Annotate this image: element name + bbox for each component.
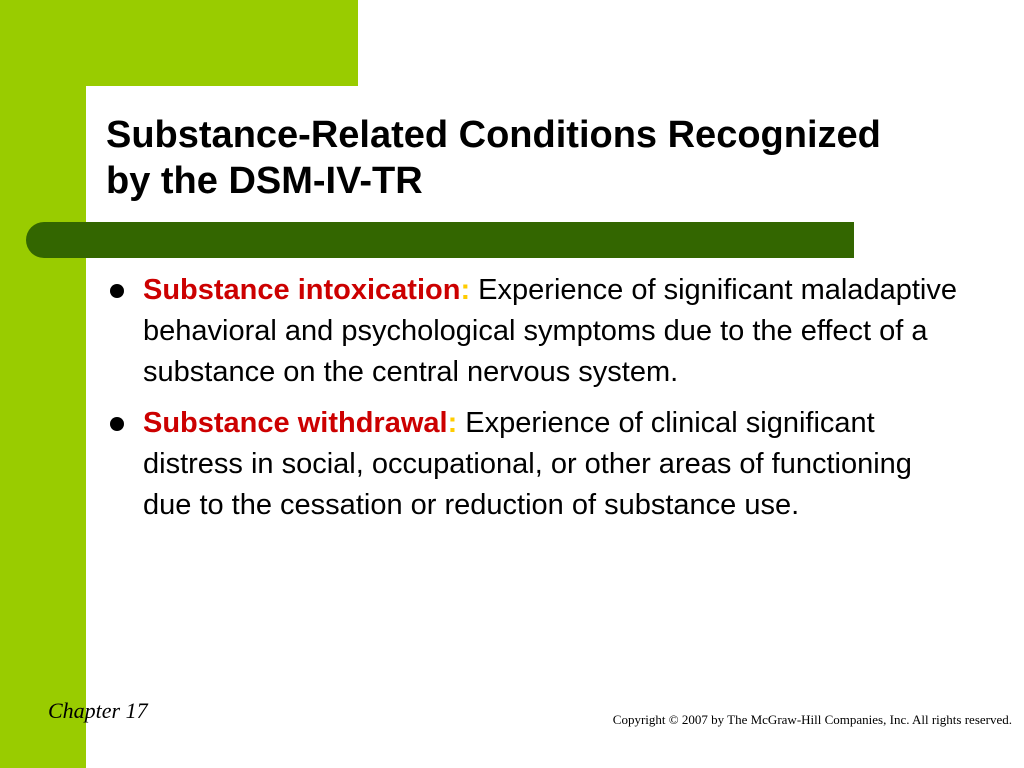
bullet-term: Substance withdrawal (143, 407, 448, 439)
bullet-text: Experience of clinical significant distress in social, occupational, or other areas of functioning due to the cessation or reduction of substance use. (143, 407, 912, 521)
copyright-notice: Copyright © 2007 by The McGraw-Hill Companies, Inc. All rights reserved. (612, 712, 1012, 727)
accent-bar-left (0, 0, 86, 768)
bullet-term: Substance intoxication (143, 274, 461, 306)
slide-title (106, 112, 966, 204)
title-divider-bar (26, 222, 854, 258)
bullet-item-withdrawal (110, 403, 960, 526)
slide-title-line2: by the DSM-IV-TR (106, 160, 423, 202)
bullet-dot-icon (110, 417, 124, 431)
slide-title-line1: Substance-Related Conditions Recognized (106, 114, 881, 156)
chapter-label: Chapter 17 (48, 698, 148, 723)
bullet-dot-icon (110, 284, 124, 298)
bullet-text: Experience of significant maladaptive behavioral and psychological symptoms due to the effect of a substance on the central nervous system. (143, 274, 957, 388)
bullet-list (110, 270, 960, 536)
bullet-colon: : (447, 407, 458, 439)
bullet-item-intoxication (110, 270, 960, 393)
bullet-colon: : (460, 274, 471, 306)
accent-bar-top (0, 0, 358, 86)
